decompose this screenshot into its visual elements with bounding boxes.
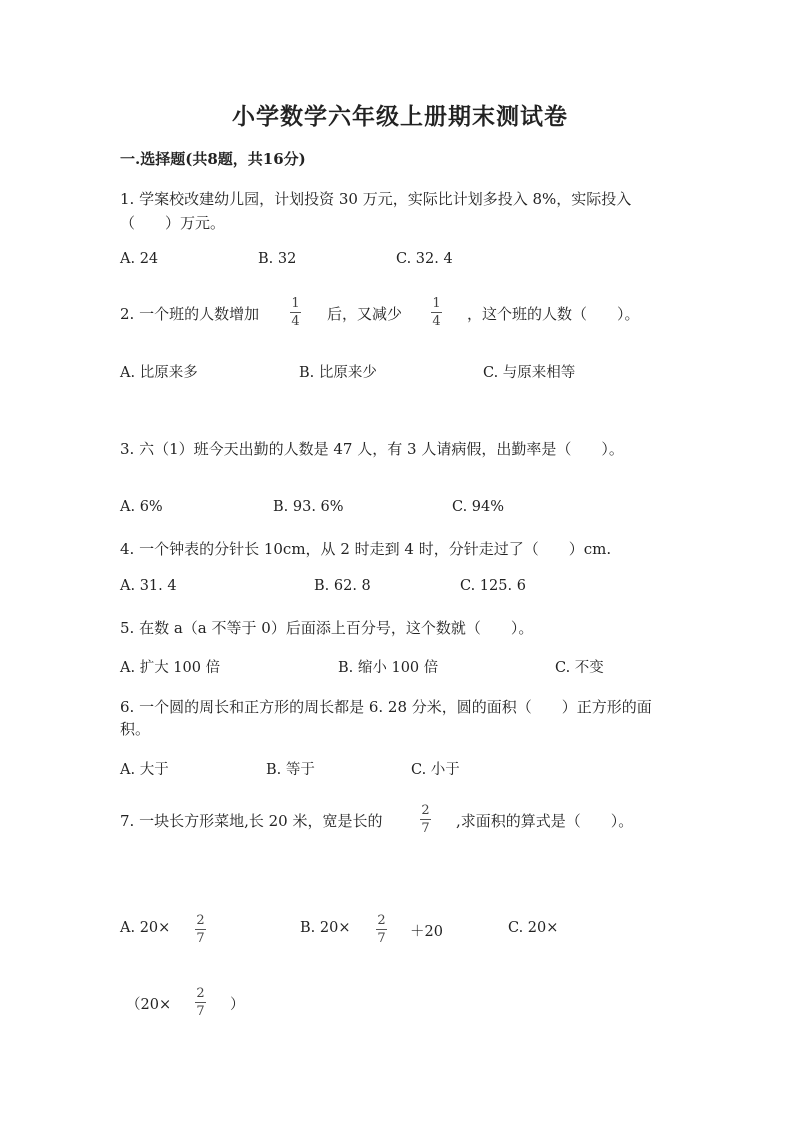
question-3-option-a: A. 6% [120, 499, 163, 515]
fraction-numerator: 2 [196, 986, 205, 1001]
question-2-option-b: B. 比原来少 [299, 365, 377, 381]
page-title: 小学数学六年级上册期末测试卷 [232, 103, 568, 130]
question-7-option-a: A. 20× [120, 920, 171, 936]
question-2-option-a: A. 比原来多 [120, 365, 198, 381]
fraction-denominator: 4 [291, 314, 300, 329]
fraction-bar [195, 1002, 206, 1003]
question-2-text-part3: ，这个班的人数（ ）。 [467, 305, 640, 323]
question-2-fraction-2 [431, 296, 442, 329]
question-5-option-b: B. 缩小 100 倍 [338, 660, 439, 676]
fraction-numerator: 1 [432, 296, 441, 311]
question-4-option-c: C. 125. 6 [460, 578, 526, 594]
question-7-option-c-continued: （20× [126, 997, 172, 1013]
fraction-denominator: 4 [432, 314, 441, 329]
question-7-text-part1: 7. 一块长方形菜地,长 20 米，宽是长的 [120, 812, 383, 830]
question-5-option-a: A. 扩大 100 倍 [120, 660, 221, 676]
question-7-option-c: C. 20× [508, 920, 559, 936]
question-6-text: 6. 一个圆的周长和正方形的周长都是 6. 28 分米，圆的面积（ ）正方形的面 [120, 698, 652, 716]
question-7-fraction [420, 803, 431, 836]
question-7-option-c-fraction [195, 986, 206, 1019]
fraction-bar [290, 312, 301, 313]
question-2-text-part2: 后，又减少 [327, 305, 403, 323]
question-1-text-continued: （ ）万元。 [120, 214, 226, 232]
question-3-text: 3. 六（1）班今天出勤的人数是 47 人，有 3 人请病假，出勤率是（ ）。 [120, 440, 624, 458]
question-1-option-a: A. 24 [120, 251, 159, 267]
question-1-text: 1. 学案校改建幼儿园，计划投资 30 万元，实际比计划多投入 8%，实际投入 [120, 190, 632, 208]
fraction-bar [431, 312, 442, 313]
section-heading: 一.选择题(共8题，共16分) [120, 150, 306, 168]
fraction-bar [420, 819, 431, 820]
question-7-option-c-close: ） [230, 997, 245, 1013]
question-2-fraction-1 [290, 296, 301, 329]
question-5-text: 5. 在数 a（a 不等于 0）后面添上百分号，这个数就（ ）。 [120, 619, 534, 637]
fraction-bar [376, 929, 387, 930]
fraction-denominator: 7 [377, 931, 386, 946]
question-6-option-a: A. 大于 [120, 762, 169, 778]
fraction-denominator: 7 [196, 931, 205, 946]
question-2-option-c: C. 与原来相等 [483, 365, 576, 381]
question-5-option-c: C. 不变 [555, 660, 604, 676]
fraction-numerator: 2 [196, 913, 205, 928]
question-4-option-a: A. 31. 4 [120, 578, 177, 594]
question-6-option-b: B. 等于 [266, 762, 315, 778]
fraction-denominator: 7 [421, 821, 430, 836]
fraction-numerator: 2 [377, 913, 386, 928]
question-1-option-b: B. 32 [258, 251, 297, 267]
question-6-option-c: C. 小于 [411, 762, 460, 778]
fraction-bar [195, 929, 206, 930]
question-2-text-part1: 2. 一个班的人数增加 [120, 305, 260, 323]
question-7-option-b-suffix: ＋20 [410, 924, 443, 940]
question-7-option-b: B. 20× [300, 920, 351, 936]
question-7-option-b-fraction [376, 913, 387, 946]
question-4-text: 4. 一个钟表的分针长 10cm，从 2 时走到 4 时，分针走过了（ ）cm. [120, 540, 612, 558]
question-3-option-c: C. 94% [452, 499, 505, 515]
question-3-option-b: B. 93. 6% [273, 499, 344, 515]
question-4-option-b: B. 62. 8 [314, 578, 371, 594]
question-1-option-c: C. 32. 4 [396, 251, 453, 267]
fraction-numerator: 1 [291, 296, 300, 311]
fraction-denominator: 7 [196, 1004, 205, 1019]
question-7-option-a-fraction [195, 913, 206, 946]
question-6-text-continued: 积。 [120, 720, 151, 738]
fraction-numerator: 2 [421, 803, 430, 818]
question-7-text-part2: ,求面积的算式是（ ）。 [456, 812, 634, 830]
